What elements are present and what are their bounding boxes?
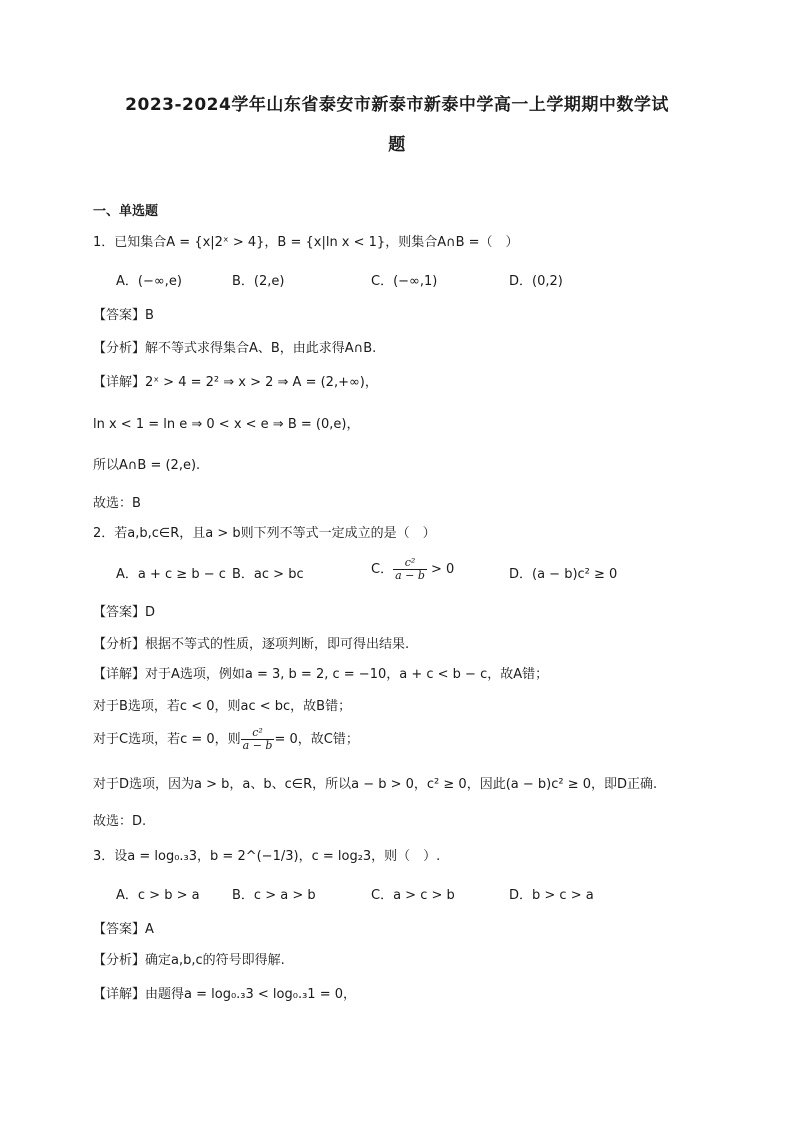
q1-option-d: D．(0,2): [509, 274, 563, 289]
q3-option-b: B．c > a > b: [232, 888, 316, 903]
q2-analysis: 【分析】根据不等式的性质，逐项判断，即可得出结果.: [93, 637, 410, 652]
section-heading: 一、单选题: [93, 204, 159, 219]
q2-detail-3-suffix: = 0，故C错；: [274, 732, 359, 747]
q2-option-a: A．a + c ≥ b − c: [116, 567, 226, 582]
q2-choose: 故选：D.: [93, 814, 147, 829]
q1-option-b: B．(2,e): [232, 274, 285, 289]
q1-answer: 【答案】B: [93, 308, 154, 323]
q2-option-c-prefix: C．: [371, 562, 394, 577]
q2-option-c-denominator: a − b: [395, 569, 425, 582]
q2-detail-4: 对于D选项，因为a > b，a、b、c∈R，所以a − b > 0，c² ≥ 0，因此(a − b)c² ≥ 0，即D正确.: [93, 777, 658, 792]
q2-option-c-numerator: c²: [393, 557, 427, 570]
q2-detail-3-numerator: c²: [241, 727, 275, 740]
q2-option-c-fraction: [393, 557, 427, 582]
q2-stem: 2．若a,b,c∈R，且a > b则下列不等式一定成立的是（ ）: [93, 526, 436, 541]
document-title-line1: 2023-2024学年山东省泰安市新泰市新泰中学高一上学期期中数学试: [125, 95, 669, 115]
q3-option-c: C．a > c > b: [371, 888, 455, 903]
q2-detail-3-fraction: [241, 727, 275, 752]
q1-choose: 故选：B: [93, 496, 141, 511]
q2-detail-3-prefix: 对于C选项，若c = 0，则: [93, 732, 241, 747]
q3-analysis: 【分析】确定a,b,c的符号即得解.: [93, 953, 285, 968]
q1-detail-3: 所以A∩B = (2,e).: [93, 458, 201, 473]
q1-option-c: C．(−∞,1): [371, 274, 438, 289]
q2-answer: 【答案】D: [93, 605, 156, 620]
q2-option-d: D．(a − b)c² ≥ 0: [509, 567, 618, 582]
q3-stem: 3．设a = log₀.₃3，b = 2^(−1/3)，c = log₂3，则（ ）.: [93, 849, 441, 864]
q1-stem: 1．已知集合A = {x|2ˣ > 4}，B = {x|ln x < 1}，则集合A∩B =（ ）: [93, 235, 519, 250]
q1-detail-2: ln x < 1 = ln e ⇒ 0 < x < e ⇒ B = (0,e)，: [93, 417, 360, 432]
q2-option-b: B．ac > bc: [232, 567, 304, 582]
q1-detail-1: 【详解】2ˣ > 4 = 2² ⇒ x > 2 ⇒ A = (2,+∞)，: [93, 375, 378, 390]
q3-option-a: A．c > b > a: [116, 888, 200, 903]
q2-detail-3: [93, 727, 359, 752]
q2-detail-3-denominator: a − b: [242, 739, 273, 752]
q1-analysis: 【分析】解不等式求得集合A、B，由此求得A∩B.: [93, 341, 377, 356]
q2-option-c: [371, 557, 454, 582]
q1-option-a: A．(−∞,e): [116, 274, 182, 289]
q3-detail-1: 【详解】由题得a = log₀.₃3 < log₀.₃1 = 0，: [93, 987, 356, 1002]
q2-detail-1: 【详解】对于A选项，例如a = 3, b = 2, c = −10，a + c < b − c，故A错；: [93, 667, 549, 682]
q3-answer: 【答案】A: [93, 922, 154, 937]
q2-detail-2: 对于B选项，若c < 0，则ac < bc，故B错；: [93, 699, 352, 714]
document-title-line2: 题: [388, 135, 406, 155]
q2-option-c-suffix: > 0: [431, 562, 455, 577]
q3-option-d: D．b > c > a: [509, 888, 594, 903]
